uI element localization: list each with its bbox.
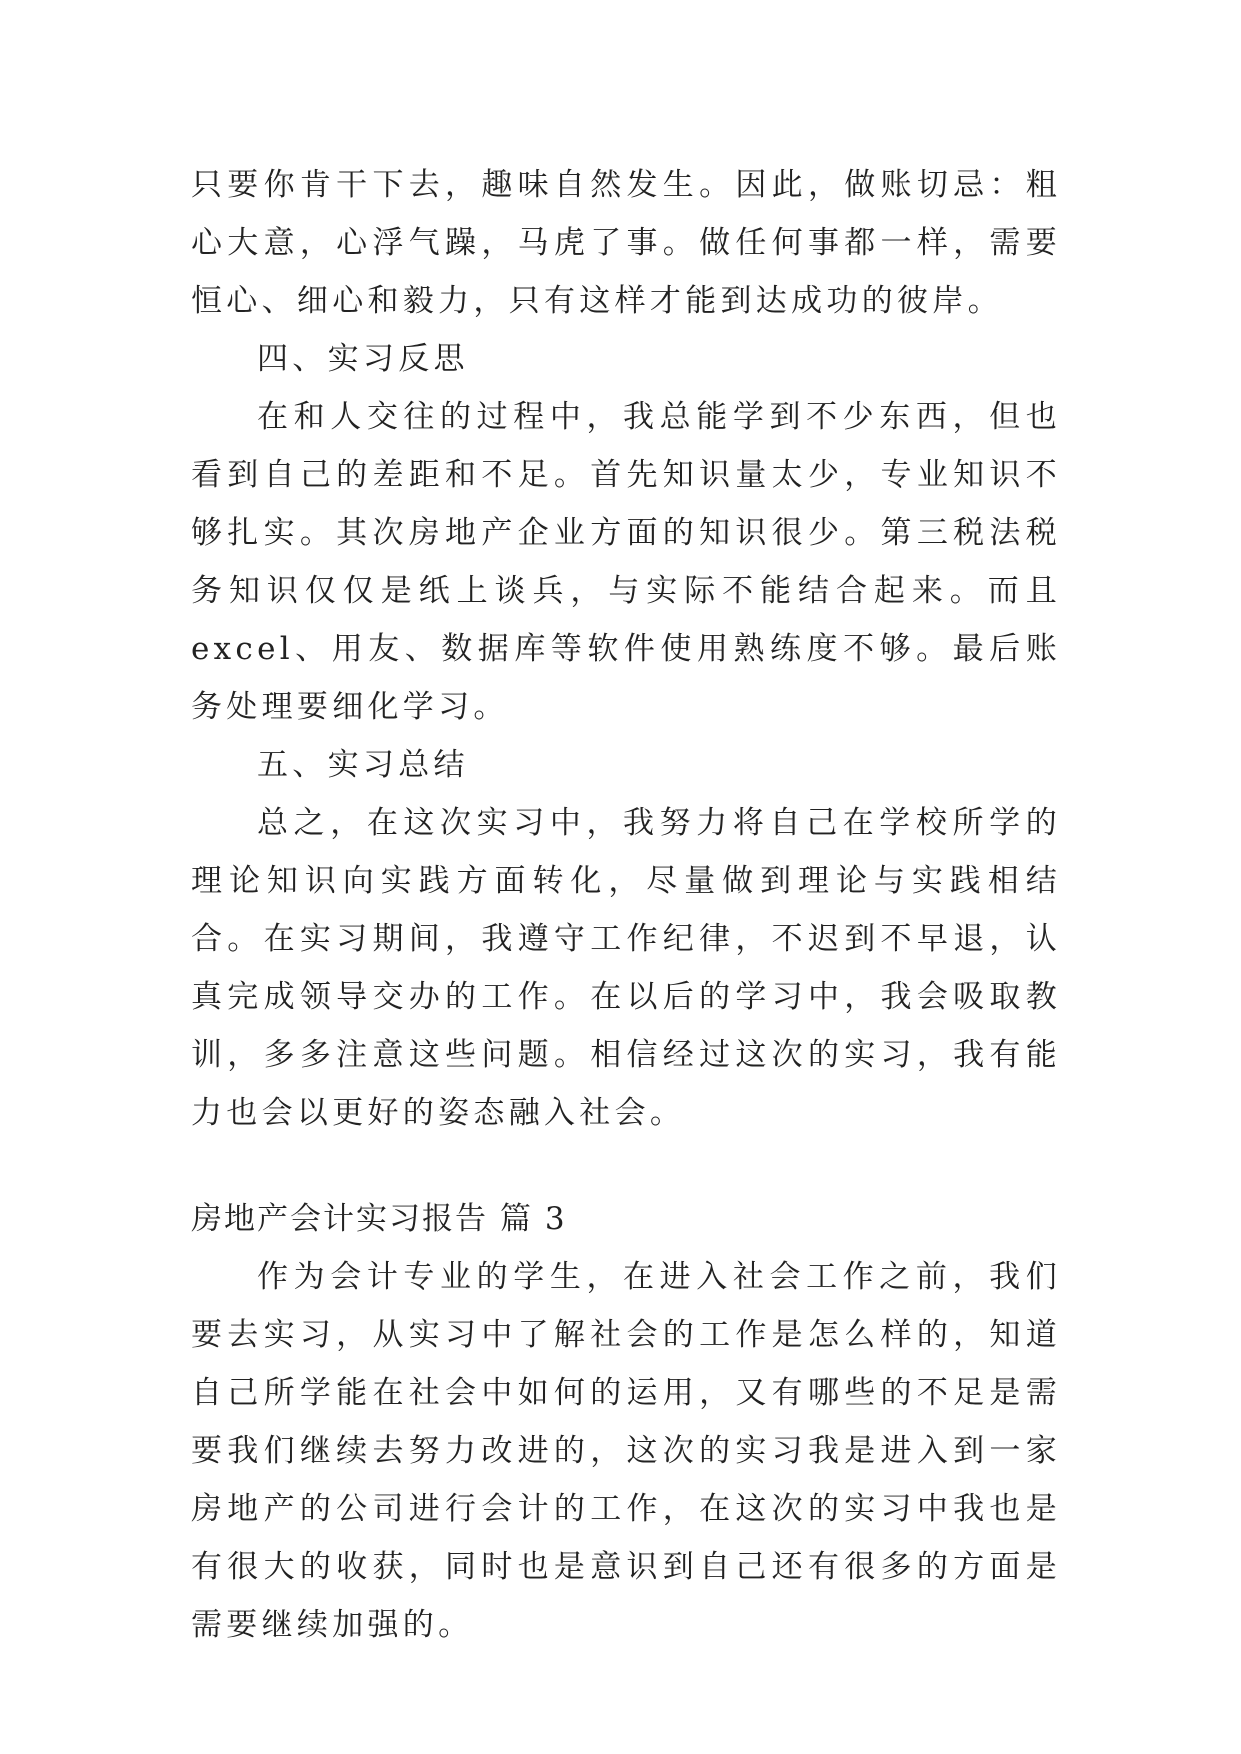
section-title	[191, 1190, 1061, 1248]
paragraph-summary: 总之，在这次实习中，我努力将自己在学校所学的理论知识向实践方面转化，尽量做到理论与实践相结合。在实习期间，我遵守工作纪律，不迟到不早退，认真完成领导交办的工作。在以后的学习中，我会吸取教训，多多注意这些问题。相信经过这次的实习，我有能力也会以更好的姿态融入社会。	[191, 805, 1061, 1131]
heading-internship-summary: 五、实习总结	[257, 747, 469, 783]
document-body	[191, 156, 1061, 1654]
paragraph-intro-conclusion: 只要你肯干下去，趣味自然发生。因此，做账切忌：粗心大意，心浮气躁，马虎了事。做任何事都一样，需要恒心、细心和毅力，只有这样才能到达成功的彼岸。	[191, 167, 1061, 319]
heading-internship-reflection: 四、实习反思	[257, 341, 469, 377]
paragraph-section3-intro: 作为会计专业的学生，在进入社会工作之前，我们要去实习，从实习中了解社会的工作是怎么样的，知道自己所学能在社会中如何的运用，又有哪些的不足是需要我们继续去努力改进的，这次的实习我是进入到一家房地产的公司进行会计的工作，在这次的实习中我也是有很大的收获，同时也是意识到自己还有很多的方面是需要继续加强的。	[191, 1259, 1061, 1643]
section-title-text: 房地产会计实习报告	[191, 1201, 488, 1237]
section-number: 篇 3	[500, 1201, 567, 1237]
paragraph-reflection: 在和人交往的过程中，我总能学到不少东西，但也看到自己的差距和不足。首先知识量太少，专业知识不够扎实。其次房地产企业方面的知识很少。第三税法税务知识仅仅是纸上谈兵，与实际不能结合起来。而且excel、用友、数据库等软件使用熟练度不够。最后账务处理要细化学习。	[191, 399, 1061, 725]
